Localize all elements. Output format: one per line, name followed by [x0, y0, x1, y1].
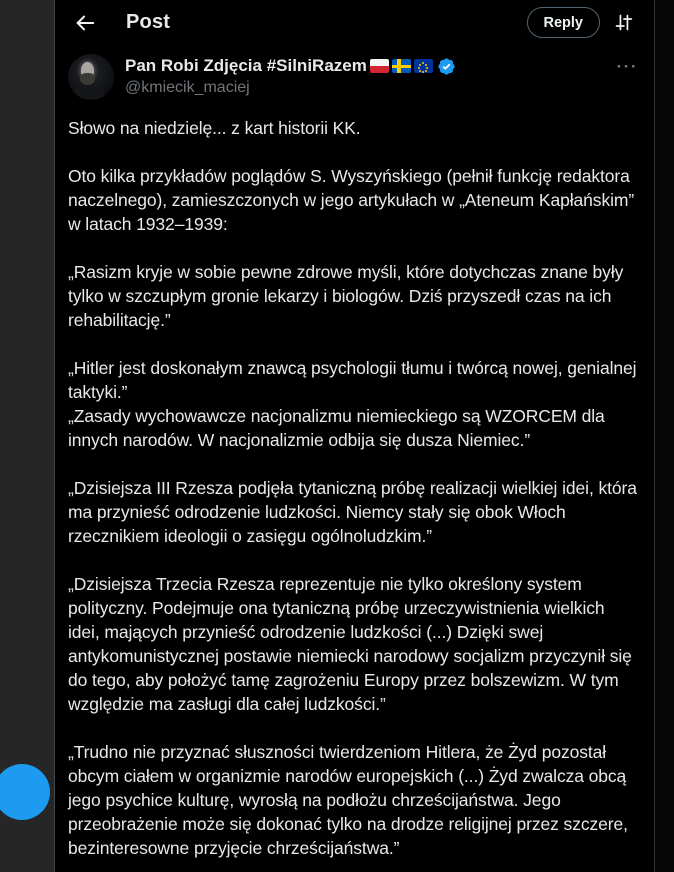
- reply-button[interactable]: Reply: [527, 7, 601, 38]
- arrow-left-icon: [74, 12, 96, 34]
- avatar[interactable]: [68, 54, 114, 100]
- eu-flag-icon: [414, 59, 433, 73]
- page-title: Post: [126, 11, 171, 33]
- page-left-gutter: [0, 0, 55, 872]
- timeline-settings-sliders-icon: [613, 12, 634, 33]
- tweet-paragraph: „Dzisiejsza III Rzesza podjęła tytaniczną próbę realizacji wielkiej idei, która ma przynieść odrodzenie ludzkości. Niemcy stały się obok Włoch rzecznikiem ideologii o zasięgu ogólnoludzkim.”: [68, 478, 637, 546]
- more-options-button[interactable]: [611, 54, 640, 75]
- author-name-line: [125, 56, 611, 76]
- tweet-paragraph: Słowo na niedzielę... z kart historii KK.: [68, 118, 361, 138]
- tweet-paragraph: „Rasizm kryje w sobie pewne zdrowe myśli, które dotychczas znane były tylko w szczupłym gronie lekarzy i biologów. Dziś przyszedł czas na ich rehabilitację.”: [68, 262, 624, 330]
- tweet-text: [56, 100, 654, 860]
- timeline-settings-button[interactable]: [606, 6, 640, 40]
- page-right-gutter: [654, 0, 674, 872]
- top-navigation-bar: [56, 0, 654, 45]
- post-detail-column: [56, 0, 654, 872]
- tweet-paragraph: „Dzisiejsza Trzecia Rzesza reprezentuje nie tylko określony system polityczny. Podejmuje ona tytaniczną próbę urzeczywistnienia wielkich idei, mających przynieść odrodzenie ludzkości (...) Dzięki swej antykomunistycznej postawie niemiecki narodowy socjalizm przyczynił się do tego, aby położyć tamę zagrożeniu Europy przez bolszewizm. W tym względzie ma zasługi dla całej ludzkości.”: [68, 574, 632, 714]
- verified-badge-icon: [437, 57, 456, 76]
- sweden-flag-icon: [392, 59, 411, 73]
- avatar-photo-shape: [74, 83, 104, 99]
- author-display-name[interactable]: Pan Robi Zdjęcia #SilniRazem: [125, 56, 367, 75]
- tweet-paragraph: „Hitler jest doskonałym znawcą psychologii tłumu i twórcą nowej, genialnej taktyki.” „Zasady wychowawcze nacjonalizmu niemieckiego są WZORCEM dla innych narodów. W nacjonalizmie odbija się dusza Niemiec.”: [68, 358, 637, 450]
- tweet-author-row: [56, 45, 654, 100]
- author-meta: [125, 54, 611, 97]
- ellipsis-icon: ···: [616, 57, 638, 76]
- back-button[interactable]: [68, 6, 102, 40]
- tweet-paragraph: Oto kilka przykładów poglądów S. Wyszyńskiego (pełnił funkcję redaktora naczelnego), zamieszczonych w jego artykułach w „Ateneum Kapłańskim” w latach 1932–1939:: [68, 166, 635, 234]
- poland-flag-icon: [370, 59, 389, 73]
- avatar-photo-beard: [80, 73, 95, 85]
- tweet-paragraph: „Trudno nie przyznać słuszności twierdzeniom Hitlera, że Żyd pozostał obcym ciałem w organizmie narodów europejskich (...) Żyd zwalcza obcą jego psychice kulturę, wyrosłą na podłożu chrześcijaństwa. Jego przeobrażenie może się dokonać tylko na drodze religijnej przez szczere, bezinteresowne przyjęcie chrześcijaństwa.”: [68, 742, 628, 858]
- author-handle[interactable]: @kmiecik_maciej: [125, 79, 250, 96]
